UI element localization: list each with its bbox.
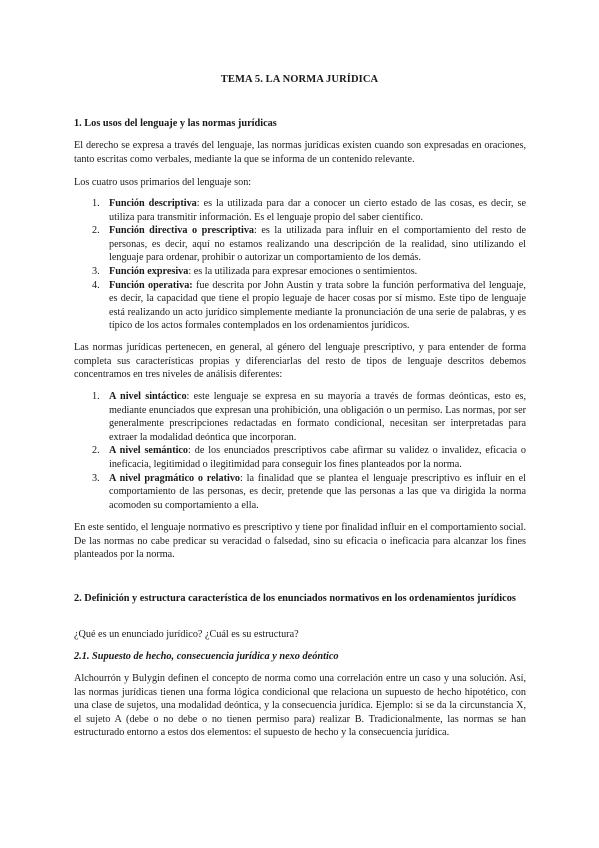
uses-list: [74, 197, 526, 333]
section-1-heading: 1. Los usos del lenguaje y las normas jurídicas: [74, 118, 277, 129]
list-item: 1. A nivel sintáctico: este lenguaje se expresa en su mayoría a través de formas deónticas, esto es, mediante enunciados que expresan una prohibición, una obligación o un permiso. Las normas, por ser generalmente prescripciones redactadas en formato condicional, necesitan ser interpretadas para extraer la modalidad deóntica que incorporan.: [92, 391, 527, 443]
list-item: 4. Función operativa: fue descrita por John Austin y trata sobre la función performativa del lenguaje, es decir, la capacidad que tiene el propio leguaje de hacer cosas por sí mismo. Este tipo de lenguaje está realizando un acto jurídico simplemente mediante la pronunciación de una serie de palabras, y es típico de los actos formales contemplados en los ordenamientos jurídicos.: [92, 279, 526, 332]
list-item: 3. Función expresiva: es la utilizada para expresar emociones o sentimientos.: [92, 265, 418, 277]
section-2-heading: 2. Definición y estructura característica de los enunciados normativos en los ordenamientos jurídicos: [74, 593, 516, 604]
section-1-closing: En este sentido, el lenguaje normativo es prescriptivo y tiene por finalidad influir en el comportamiento social. De las normas no cabe predicar su veracidad o falsedad, sino su eficacia o ineficacia para alcanzar los fines planteados por la norma.: [74, 522, 526, 561]
section-1-intro: El derecho se expresa a través del lenguaje, las normas jurídicas existen cuando son expresadas en oraciones, tanto escritas como verbales, mediante la que se informa de un contenido relevante.: [74, 140, 526, 165]
list-item: 1. Función descriptiva: es la utilizada para dar a conocer un cierto estado de las cosas, es decir, se utiliza para transmitir información. Es el lenguaje propio del saber científico.: [92, 198, 526, 223]
section-2-question: ¿Qué es un enunciado jurídico? ¿Cuál es su estructura?: [74, 629, 299, 640]
uses-lead: Los cuatro usos primarios del lenguaje son:: [74, 177, 252, 188]
levels-list: [74, 390, 526, 512]
list-item: 2. A nivel semántico: de los enunciados prescriptivos cabe afirmar su validez o invalidez, eficacia o ineficacia, legitimidad o ilegitimidad para conseguir los fines planteados por la norma.: [92, 445, 526, 470]
subsection-heading: 2.1. Supuesto de hecho, consecuencia jurídica y nexo deóntico: [74, 651, 339, 662]
document-title: TEMA 5. LA NORMA JURÍDICA: [220, 74, 379, 85]
section-2-body: Alchourrón y Bulygin definen el concepto de norma como una correlación entre un caso y una solución. Así, las normas jurídicas tienen una forma lógica condicional que relaciona un supuesto de hecho hipotético, con una clase de sujetos, una modalidad deóntica, y la consecuencia jurídica. Ejemplo: si se da la circunstancia X, el sujeto A (debe o no debe o no tienen permiso para) realizar B. Tradicionalmente, las normas se han estructurado entorno a estos dos elementos: el supuesto de hecho y la consecuencia jurídica.: [74, 673, 526, 739]
list-item: 3. A nivel pragmático o relativo: la finalidad que se plantea el lenguaje prescriptivo es influir en el comportamiento de las personas, es decir, pretende que las personas a las que va dirigida la norma acomoden su comportamiento a ella.: [92, 472, 527, 511]
list-item: 2. Función directiva o prescriptiva: es la utilizada para influir en el comportamiento del resto de personas, es decir, aquí no estamos realizando una descripción de la realidad, sino utilizando el lenguaje para ordenar, prohibir o autorizar un comportamiento de los demás.: [92, 225, 526, 264]
levels-lead: Las normas jurídicas pertenecen, en general, al género del lenguaje prescriptivo, y para entender de forma completa sus características propias y diferenciarlas del resto de tipos de lenguaje descritos debemos concentramos en tres niveles de análisis diferentes:: [74, 342, 526, 381]
